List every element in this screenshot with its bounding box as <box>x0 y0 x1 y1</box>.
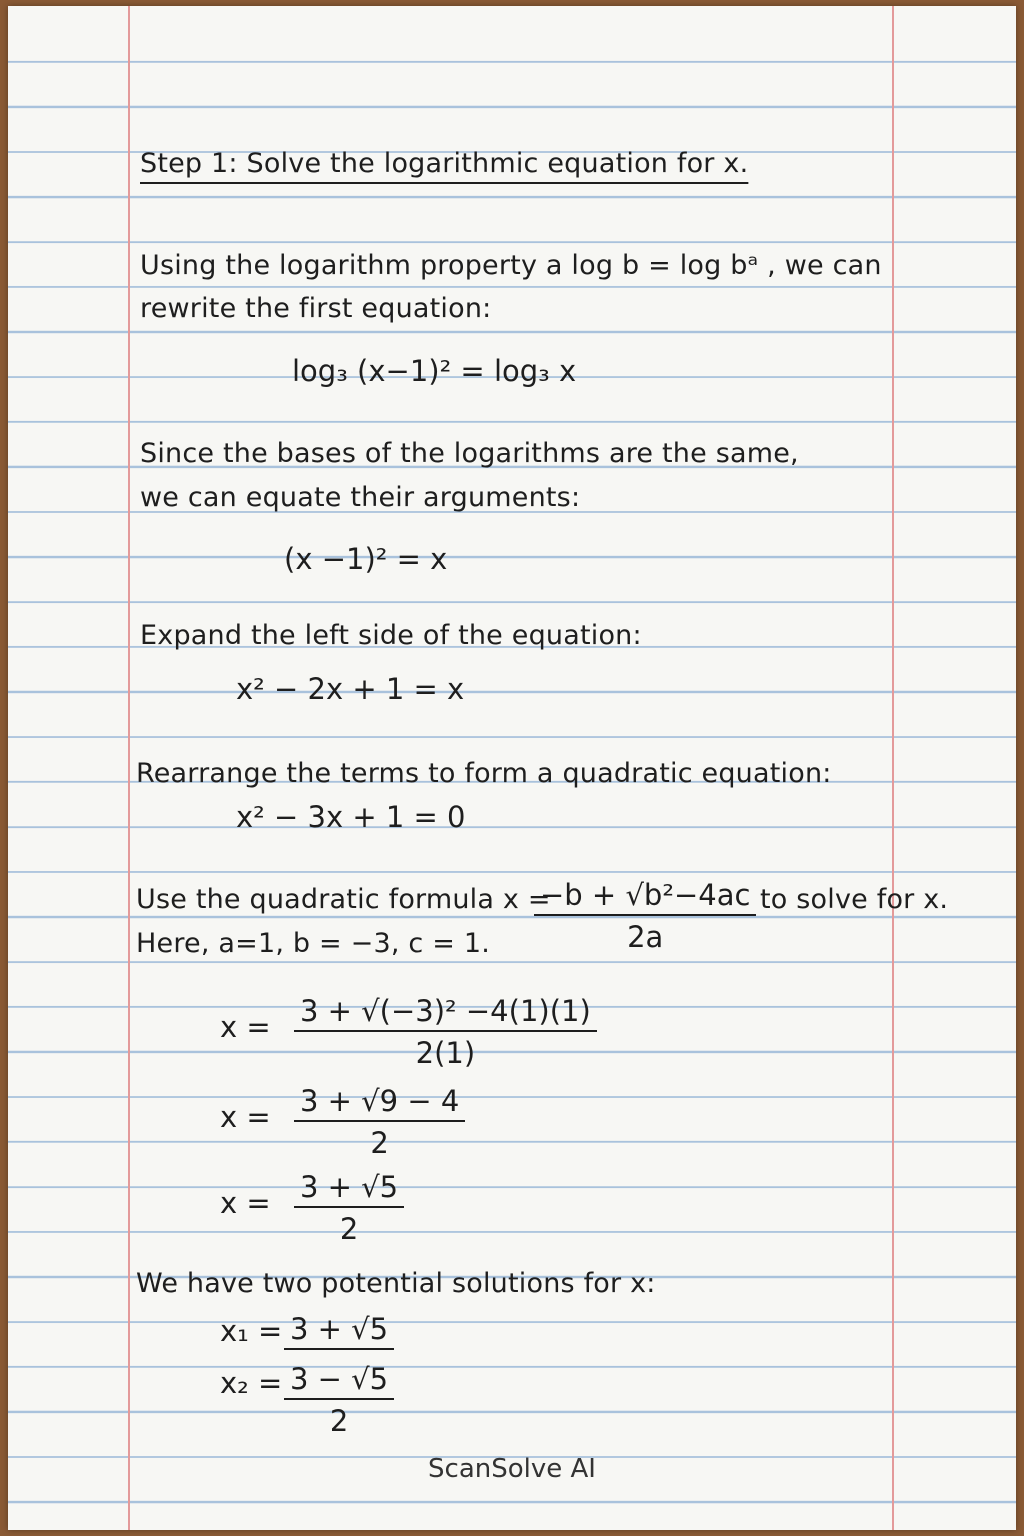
paragraph-5-line-2: Here, a=1, b = −3, c = 1. <box>136 928 490 959</box>
step-1-numerator: 3 + √(−3)² −4(1)(1) <box>294 994 597 1032</box>
left-margin-line <box>128 6 130 1530</box>
paragraph-5-line-1-post: to solve for x. <box>760 884 949 915</box>
paragraph-2-line-1: Since the bases of the logarithms are the same, <box>140 438 799 469</box>
step-1-lhs: x = <box>220 1010 271 1044</box>
quadratic-formula-denominator: 2a <box>627 920 664 954</box>
paragraph-6-line-1: We have two potential solutions for x: <box>136 1268 656 1299</box>
step-2-numerator: 3 + √9 − 4 <box>294 1084 465 1122</box>
footer-brand: ScanSolve AI <box>428 1454 596 1484</box>
solution-2-lhs: x₂ = <box>220 1366 283 1400</box>
paragraph-5-line-1-pre: Use the quadratic formula x = <box>136 884 551 915</box>
step-2-lhs: x = <box>220 1100 271 1134</box>
solution-1-numerator: 3 + √5 <box>284 1312 394 1350</box>
paragraph-2-line-2: we can equate their arguments: <box>140 482 581 513</box>
solution-1-fraction <box>284 1312 394 1350</box>
paragraph-3-line-1: Expand the left side of the equation: <box>140 620 642 651</box>
paragraph-4-line-1: Rearrange the terms to form a quadratic equation: <box>136 758 832 789</box>
equation-arguments: (x −1)² = x <box>284 542 448 576</box>
step-2-denominator: 2 <box>370 1126 389 1160</box>
solution-2-denominator: 2 <box>329 1404 349 1438</box>
paragraph-1-line-1: Using the logarithm property a log b = log bᵃ , we can <box>140 250 882 281</box>
equation-log-form: log₃ (x−1)² = log₃ x <box>292 354 577 388</box>
step-3-denominator: 2 <box>339 1212 359 1246</box>
step-title: Step 1: Solve the logarithmic equation for x. <box>140 148 749 179</box>
step-1-fraction <box>294 994 597 1070</box>
equation-expanded: x² − 2x + 1 = x <box>236 672 465 706</box>
notebook-paper <box>8 6 1016 1530</box>
step-2-fraction <box>294 1084 465 1160</box>
solution-2-fraction <box>284 1362 394 1438</box>
quadratic-formula-fraction <box>534 878 756 954</box>
step-3-lhs: x = <box>220 1186 271 1220</box>
equation-quadratic: x² − 3x + 1 = 0 <box>236 800 466 834</box>
right-margin-line <box>892 6 894 1530</box>
step-3-fraction <box>294 1170 404 1246</box>
solution-1-lhs: x₁ = <box>220 1314 283 1348</box>
paragraph-1-line-2: rewrite the first equation: <box>140 293 492 324</box>
quadratic-formula-numerator: −b + √b²−4ac <box>534 878 756 916</box>
solution-2-numerator: 3 − √5 <box>284 1362 394 1400</box>
step-3-numerator: 3 + √5 <box>294 1170 404 1208</box>
step-1-denominator: 2(1) <box>415 1036 476 1070</box>
